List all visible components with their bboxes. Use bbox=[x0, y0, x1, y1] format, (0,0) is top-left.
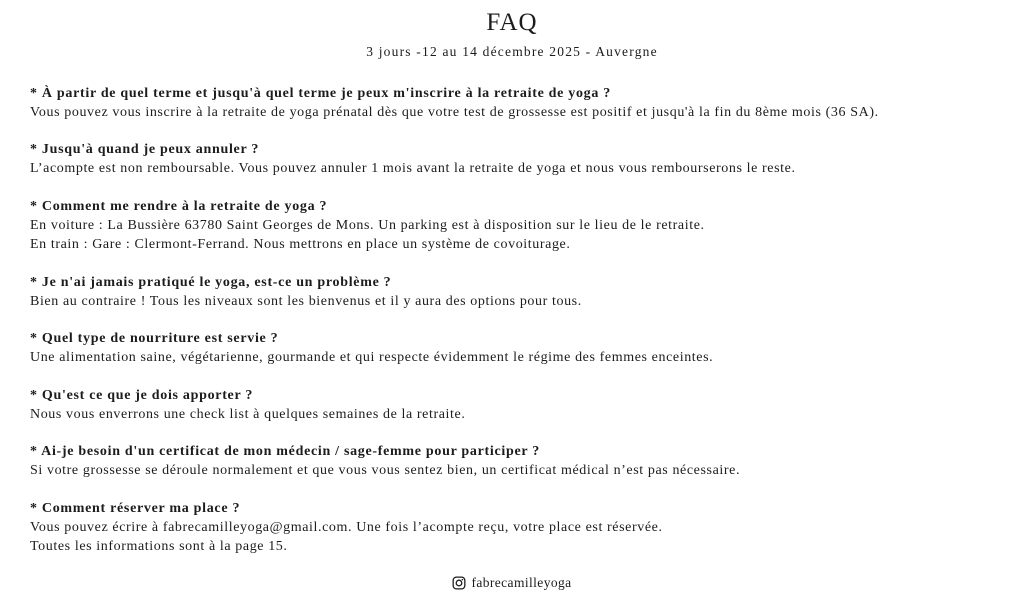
faq-answer-line: Si votre grossesse se déroule normalement et que vous vous sentez bien, un certificat médical n’est pas nécessaire. bbox=[30, 463, 741, 479]
faq-answer-line: Vous pouvez vous inscrire à la retraite de yoga prénatal dès que votre test de grossesse est positif et jusqu'à la fin du 8ème mois (36 SA). bbox=[30, 104, 879, 120]
faq-question: * Comment réserver ma place ? bbox=[30, 500, 241, 516]
faq-question: * À partir de quel terme et jusqu'à quel terme je peux m'inscrire à la retraite de yoga ? bbox=[30, 85, 611, 101]
faq-item bbox=[30, 386, 994, 425]
faq-question: * Je n'ai jamais pratiqué le yoga, est-ce un problème ? bbox=[30, 274, 392, 290]
faq-question: * Quel type de nourriture est servie ? bbox=[30, 331, 279, 347]
faq-question: * Jusqu'à quand je peux annuler ? bbox=[30, 142, 260, 158]
faq-item bbox=[30, 499, 994, 557]
faq-answer-line: Bien au contraire ! Tous les niveaux sont les bienvenus et il y aura des options pour tous. bbox=[30, 293, 582, 309]
instagram-icon bbox=[452, 576, 466, 590]
faq-answer-line: En voiture : La Bussière 63780 Saint Georges de Mons. Un parking est à disposition sur le lieu de le retraite. bbox=[30, 217, 705, 233]
faq-answer-line: Vous pouvez écrire à fabrecamilleyoga@gmail.com. Une fois l’acompte reçu, votre place est réservée. bbox=[30, 519, 663, 535]
faq-answer-line: Toutes les informations sont à la page 15. bbox=[30, 539, 288, 555]
faq-question: * Qu'est ce que je dois apporter ? bbox=[30, 387, 254, 403]
faq-answer-line: Une alimentation saine, végétarienne, gourmande et qui respecte évidemment le régime des femmes enceintes. bbox=[30, 350, 714, 366]
footer bbox=[30, 575, 994, 595]
faq-item bbox=[30, 197, 994, 255]
faq-question: * Ai-je besoin d'un certificat de mon médecin / sage-femme pour participer ? bbox=[30, 444, 540, 460]
page-header bbox=[30, 8, 994, 61]
faq-item bbox=[30, 84, 994, 123]
faq-answer-line: Nous vous enverrons une check list à quelques semaines de la retraite. bbox=[30, 406, 466, 422]
faq-question: * Comment me rendre à la retraite de yoga ? bbox=[30, 198, 328, 214]
faq-item bbox=[30, 329, 994, 368]
page-subtitle: 3 jours -12 au 14 décembre 2025 - Auvergne bbox=[366, 44, 658, 59]
faq-list bbox=[30, 84, 994, 575]
faq-answer-line: L’acompte est non remboursable. Vous pouvez annuler 1 mois avant la retraite de yoga et nous vous rembourserons le reste. bbox=[30, 161, 796, 177]
faq-item bbox=[30, 442, 994, 481]
faq-item bbox=[30, 140, 994, 179]
faq-answer-line: En train : Gare : Clermont-Ferrand. Nous mettrons en place un système de covoiturage. bbox=[30, 237, 571, 253]
instagram-handle: fabrecamilleyoga bbox=[471, 574, 572, 590]
page-title: FAQ bbox=[486, 9, 538, 36]
faq-item bbox=[30, 273, 994, 312]
